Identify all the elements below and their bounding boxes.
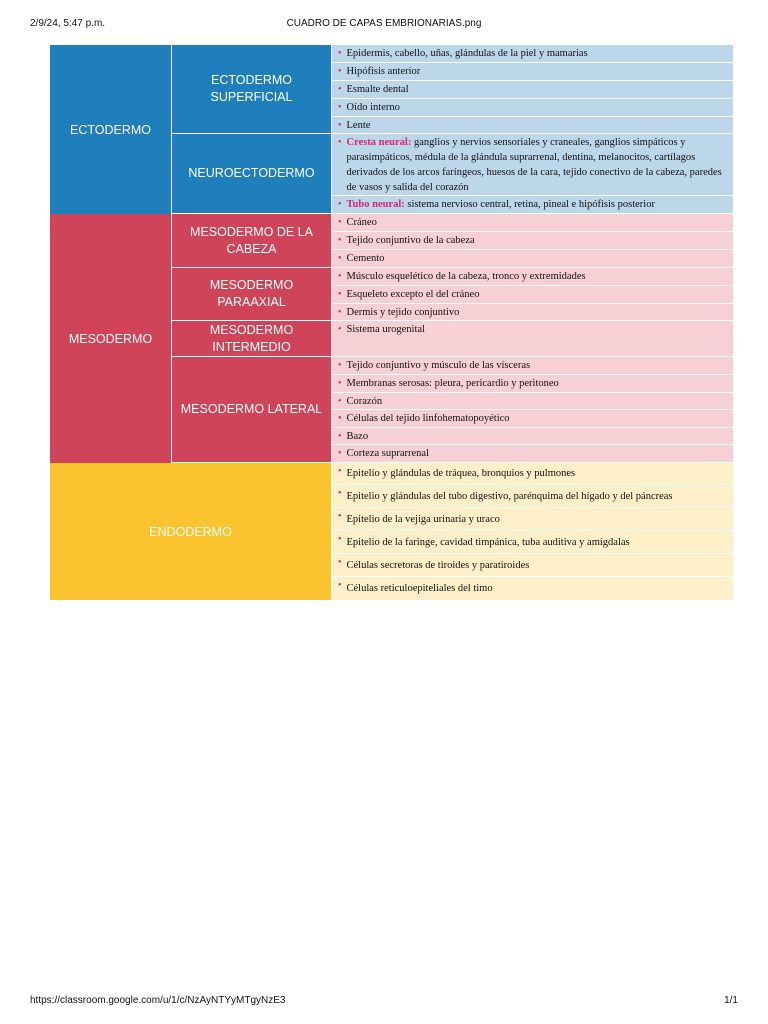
mesodermo-lateral-label: MESODERMO LATERAL (172, 357, 332, 463)
mesodermo-paraaxial-label: MESODERMO PARAAXIAL (172, 268, 332, 321)
item-text: Membranas serosas: pleura, pericardio y peritoneo (346, 378, 559, 389)
item-text: Esmalte dental (346, 84, 409, 95)
item-text: Esqueleto excepto el del cráneo (346, 289, 480, 300)
print-datetime: 2/9/24, 5:47 p.m. (30, 18, 106, 29)
list-item (332, 321, 733, 357)
item-text: Músculo esquelético de la cabeza, tronco y extremidades (346, 271, 586, 282)
list-item (332, 81, 733, 99)
cresta-neural-text: ganglios y nervios sensoriales y craneales, ganglios simpáticos y parasimpáticos, médula de la glándula suprarrenal, dentina, melanocitos, cartílagos derivados de los arcos faríngeos, huesos de la cara, tejido conectivo de la cabeza, paredes de vasos y salida del corazón (346, 137, 722, 193)
list-item (332, 485, 733, 508)
item-text: Oído interno (346, 102, 400, 113)
bullet-icon: • (338, 289, 342, 300)
list-item (332, 445, 733, 463)
item-text: Células del tejido linfohematopoyético (346, 413, 510, 424)
neuroectodermo-items (332, 134, 733, 214)
item-text: Tejido conjuntivo de la cabeza (346, 235, 475, 246)
bullet-icon: • (338, 488, 342, 499)
cresta-neural-term: Cresta neural: (346, 137, 412, 148)
item-text: Tejido conjuntivo y músculo de las vísceras (346, 360, 531, 371)
bullet-icon: • (338, 534, 342, 545)
bullet-icon: • (338, 199, 342, 210)
bullet-icon: • (338, 48, 342, 59)
list-item (332, 286, 733, 304)
mesodermo-cabeza-items (332, 214, 733, 268)
list-item (332, 250, 733, 268)
item-text: Epitelio y glándulas de tráquea, bronquios y pulmones (346, 468, 576, 479)
bullet-icon: • (338, 396, 342, 407)
page-number: 1/1 (724, 995, 738, 1006)
mesodermo-paraaxial-items (332, 268, 733, 321)
bullet-icon: • (338, 235, 342, 246)
tubo-neural-term: Tubo neural: (346, 199, 405, 210)
item-text: Corazón (346, 395, 383, 407)
list-item (332, 134, 733, 196)
list-item (332, 554, 733, 577)
bullet-icon: • (338, 84, 342, 95)
item-text (347, 197, 655, 212)
list-item (332, 304, 733, 321)
list-item (332, 508, 733, 531)
endodermo-label: ENDODERMO (50, 463, 332, 600)
list-item (332, 268, 733, 286)
bullet-icon: • (338, 580, 342, 591)
bullet-icon: • (338, 378, 342, 389)
item-text: Cemento (346, 253, 385, 264)
tubo-neural-text: sistema nervioso central, retina, pineal e hipófisis posterior (404, 199, 655, 210)
page-url: https://classroom.google.com/u/1/c/NzAyNTYyMTgyNzE3 (30, 995, 286, 1006)
bullet-icon: • (338, 102, 342, 113)
list-item (332, 63, 733, 81)
item-text: Células reticuloepiteliales del timo (346, 583, 493, 594)
bullet-icon: • (338, 360, 342, 371)
list-item (332, 393, 733, 410)
bullet-icon: • (338, 557, 342, 568)
mesodermo-lateral-items (332, 357, 733, 463)
item-text: Epitelio de la vejiga urinaria y uraco (346, 513, 500, 525)
document-title: CUADRO DE CAPAS EMBRIONARIAS.png (286, 18, 482, 29)
list-item (332, 45, 733, 63)
list-item (332, 410, 733, 428)
mesodermo-cabeza-label: MESODERMO DE LA CABEZA (172, 214, 332, 268)
item-text: Epitelio de la faringe, cavidad timpánica, tuba auditiva y amígdalas (346, 536, 630, 548)
list-item (332, 357, 733, 375)
bullet-icon: • (338, 137, 342, 148)
item-text: Bazo (346, 430, 369, 442)
list-item (332, 117, 733, 134)
bullet-icon: • (338, 413, 342, 424)
bullet-icon: • (338, 271, 342, 282)
list-item (332, 463, 733, 485)
list-item (332, 375, 733, 393)
bullet-icon: • (338, 324, 342, 335)
item-text: Sistema urogenital (346, 324, 425, 335)
mesodermo-intermedio-label: MESODERMO INTERMEDIO (172, 321, 332, 357)
mesodermo-label: MESODERMO (50, 214, 172, 463)
bullet-icon: • (338, 511, 342, 522)
list-item (332, 196, 733, 214)
bullet-icon: • (338, 431, 342, 442)
list-item (332, 428, 733, 445)
item-text: Dermis y tejido conjuntivo (346, 306, 460, 318)
bullet-icon: • (338, 448, 342, 459)
list-item (332, 232, 733, 250)
list-item (332, 214, 733, 232)
bullet-icon: • (338, 217, 342, 228)
item-text: Epidermis, cabello, uñas, glándulas de la piel y mamarias (346, 48, 588, 59)
item-text: Cráneo (346, 217, 377, 228)
bullet-icon: • (338, 253, 342, 264)
item-text (347, 135, 727, 195)
list-item (332, 99, 733, 117)
bullet-icon: • (338, 66, 342, 77)
bullet-icon: • (338, 466, 342, 477)
endodermo-items (332, 463, 733, 600)
ectodermo-superficial-label: ECTODERMO SUPERFICIAL (172, 45, 332, 134)
bullet-icon: • (338, 120, 342, 131)
list-item (332, 577, 733, 600)
item-text: Lente (346, 119, 371, 131)
ectodermo-label: ECTODERMO (50, 45, 172, 214)
list-item (332, 531, 733, 554)
bullet-icon: • (338, 307, 342, 318)
neuroectodermo-label: NEUROECTODERMO (172, 134, 332, 214)
item-text: Epitelio y glándulas del tubo digestivo, parénquima del hígado y del páncreas (346, 490, 673, 502)
mesodermo-intermedio-items (332, 321, 733, 357)
ectodermo-superficial-items (332, 45, 733, 134)
item-text: Hipófisis anterior (346, 66, 421, 77)
item-text: Corteza suprarrenal (346, 448, 430, 459)
item-text: Células secretoras de tiroides y paratiroides (346, 559, 530, 571)
germ-layers-table (50, 45, 733, 600)
